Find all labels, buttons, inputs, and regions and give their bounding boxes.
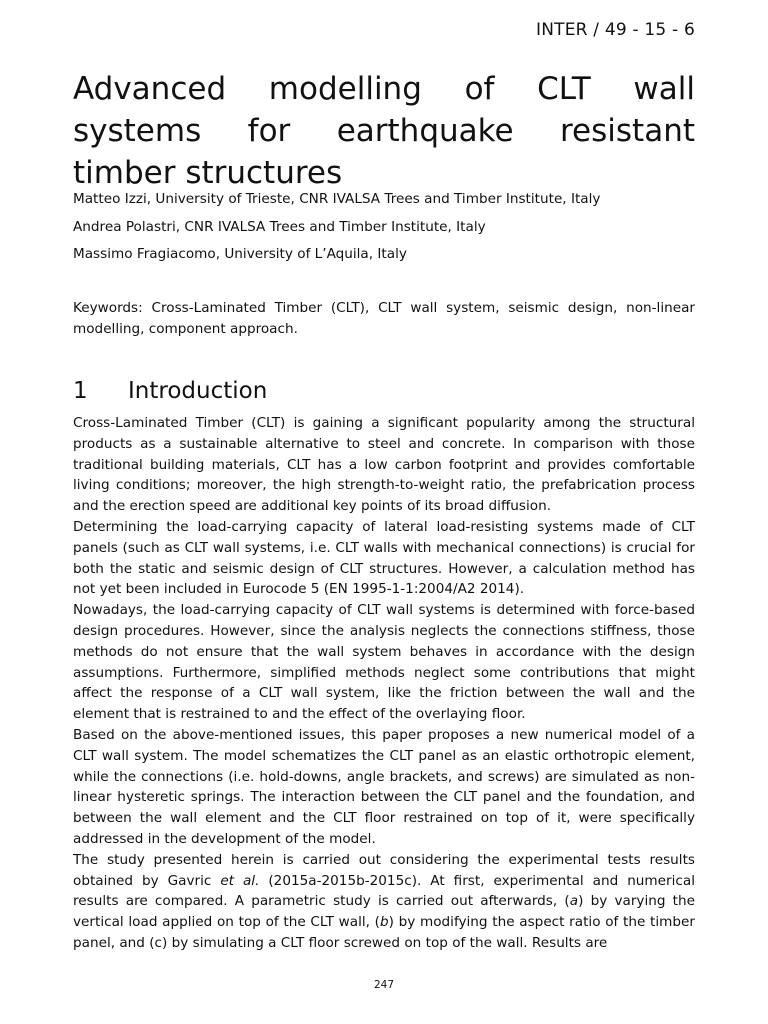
section-body [73,413,695,954]
author-list [73,186,695,269]
paragraph: Cross-Laminated Timber (CLT) is gaining a significant popularity among the structural products as a sustainable alternative to steel and concrete. In comparison with those traditional building materials, CLT has a low carbon footprint and provides comfortable living conditions; moreover, the high strength-to-weight ratio, the prefabrication process and the erection speed are additional key points of its broad diffusion. [73,415,695,515]
author-3: Massimo Fragiacomo, University of L’Aquila, Italy [73,246,407,262]
keywords: Keywords: Cross-Laminated Timber (CLT), CLT wall system, seismic design, non-linear modelling, component approach. [73,300,695,337]
paper-reference-number: INTER / 49 - 15 - 6 [536,20,695,40]
section-title: Introduction [128,378,268,404]
paragraph: The study presented herein is carried out considering the experimental tests results obtained by Gavric et al. (2015a-2015b-2015c). At first, experimental and numerical results are compared. A parametric study is carried out afterwards, (a) by varying the vertical load applied on top of the CLT wall, (b) by modifying the aspect ratio of the timber panel, and (c) by simulating a CLT floor screwed on top of the wall. Results are [73,851,695,951]
paper-title: Advanced modelling of CLT wall systems for earthquake resistant timber structures [73,71,695,191]
section-number: 1 [73,378,88,404]
author-1: Matteo Izzi, University of Trieste, CNR IVALSA Trees and Timber Institute, Italy [73,191,601,207]
paragraph: Based on the above-mentioned issues, this paper proposes a new numerical model of a CLT wall system. The model schematizes the CLT panel as an elastic orthotropic element, while the connections (i.e. hold-downs, angle brackets, and screws) are simulated as non-linear hysteretic springs. The interaction between the CLT panel and the foundation, and between the wall element and the CLT floor restrained on top of it, were specifically addressed in the development of the model. [73,726,695,847]
section-heading [73,374,267,408]
author-2: Andrea Polastri, CNR IVALSA Trees and Timber Institute, Italy [73,218,486,235]
paragraph: Determining the load-carrying capacity of lateral load-resisting systems made of CLT panels (such as CLT wall systems, i.e. CLT walls with mechanical connections) is crucial for both the static and seismic design of CLT structures. However, a calculation method has not yet been included in Eurocode 5 (EN 1995-1-1:2004/A2 2014). [73,518,695,598]
paragraph: Nowadays, the load-carrying capacity of CLT wall systems is determined with force-based design procedures. However, since the analysis neglects the connections stiffness, those methods do not ensure that the wall system behaves in accordance with the design assumptions. Furthermore, simplified methods neglect some contributions that might affect the response of a CLT wall system, like the friction between the wall and the element that is restrained to and the effect of the overlaying floor. [73,602,695,723]
page-number: 247 [373,979,395,991]
